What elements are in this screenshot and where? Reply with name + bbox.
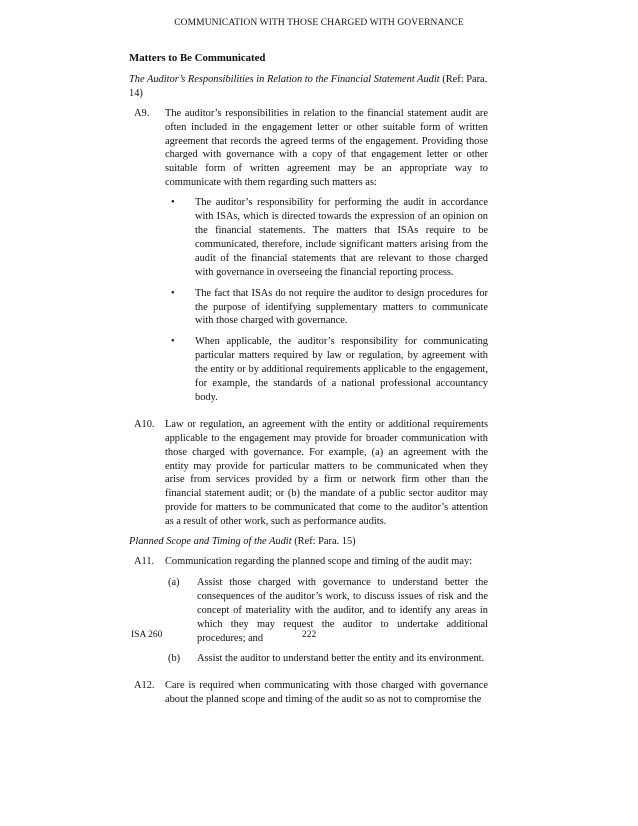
item-label: (a) <box>168 576 180 588</box>
subsection-heading-scope-timing <box>129 535 488 549</box>
paragraph-a10 <box>129 418 488 529</box>
bullet-icon: • <box>171 287 175 299</box>
bullet-icon: • <box>171 197 175 209</box>
bullet-text: The auditor’s responsibility for performing the audit in accordance with ISAs, which is directed towards the expression of an opinion on the financial statements. The matters that ISAs require to be communicated, therefore, include significant matters arising from the audit of the financial statements that are relevant to those charged with governance in overseeing the financial reporting process. <box>195 197 488 278</box>
paragraph-number: A9. <box>134 107 150 119</box>
paragraph-text: Law or regulation, an agreement with the entity or additional requirements applicable to the engagement may provide for broader communication with those charged with governance. For example, (a) an agreement with the entity may provide for particular matters to be communicated when they arise from services provided by a firm or network firm other than the financial statement audit; or (b) the mandate of a public sector auditor may provide for matters to be communicated that come to the auditor’s attention as a result of other work, such as performance audits. <box>165 418 488 528</box>
list-item <box>165 576 488 646</box>
standard-code: ISA 260 <box>131 630 163 640</box>
bullet-text: When applicable, the auditor’s responsibility for communicating particular matters required by law or regulation, by agreement with the entity or by additional requirements applicable to the engagement, for example, the standards of a national professional accountancy body. <box>195 336 488 403</box>
subsection-ref: (Ref: Para. 14) <box>129 73 488 99</box>
paragraph-number: A11. <box>134 556 155 567</box>
item-text: Assist those charged with governance to understand better the consequences of the auditor’s work, to discuss issues of risk and the concept of materiality with the auditor, and to identify any areas in which they may request the auditor to undertake additional procedures; and <box>197 576 488 644</box>
bullet-list <box>165 196 488 405</box>
bullet-item <box>165 335 488 405</box>
page-number: 222 <box>302 630 317 640</box>
subsection-ref: (Ref: Para. 15) <box>291 536 356 548</box>
bullet-item <box>165 287 488 329</box>
list-item <box>165 652 488 666</box>
subsection-title: Planned Scope and Timing of the Audit <box>129 536 292 548</box>
subsection-heading-responsibilities <box>129 73 488 101</box>
item-text: Assist the auditor to understand better the entity and its environment. <box>197 653 485 665</box>
paragraph-text: The auditor’s responsibilities in relation to the financial statement audit are often included in the engagement letter or other suitable form of written agreement that records the agreed terms of the engagement. Providing those charged with governance with a copy of that engagement letter or other suitable form of written agreement may be an appropriate way to communicate with them regarding such matters as: <box>165 107 488 189</box>
bullet-icon: • <box>171 336 175 348</box>
lettered-list <box>165 576 488 666</box>
paragraph-a9 <box>129 107 488 412</box>
page-body <box>129 52 488 713</box>
paragraph-a11 <box>129 555 488 673</box>
running-header: COMMUNICATION WITH THOSE CHARGED WITH GOVERNANCE <box>174 18 464 28</box>
bullet-item <box>165 196 488 279</box>
paragraph-a12 <box>129 679 488 707</box>
paragraph-number: A12. <box>134 680 155 692</box>
subsection-title: The Auditor’s Responsibilities in Relation to the Financial Statement Audit <box>129 73 440 85</box>
paragraph-number: A10. <box>134 418 155 430</box>
paragraph-text: Communication regarding the planned scope and timing of the audit may: <box>165 556 473 567</box>
section-heading: Matters to Be Communicated <box>129 52 266 64</box>
item-label: (b) <box>168 653 181 665</box>
paragraph-text: Care is required when communicating with those charged with governance about the planned scope and timing of the audit so as not to compromise the <box>165 680 488 706</box>
bullet-text: The fact that ISAs do not require the auditor to design procedures for the purpose of identifying supplementary matters to communicate with those charged with governance. <box>195 287 488 327</box>
